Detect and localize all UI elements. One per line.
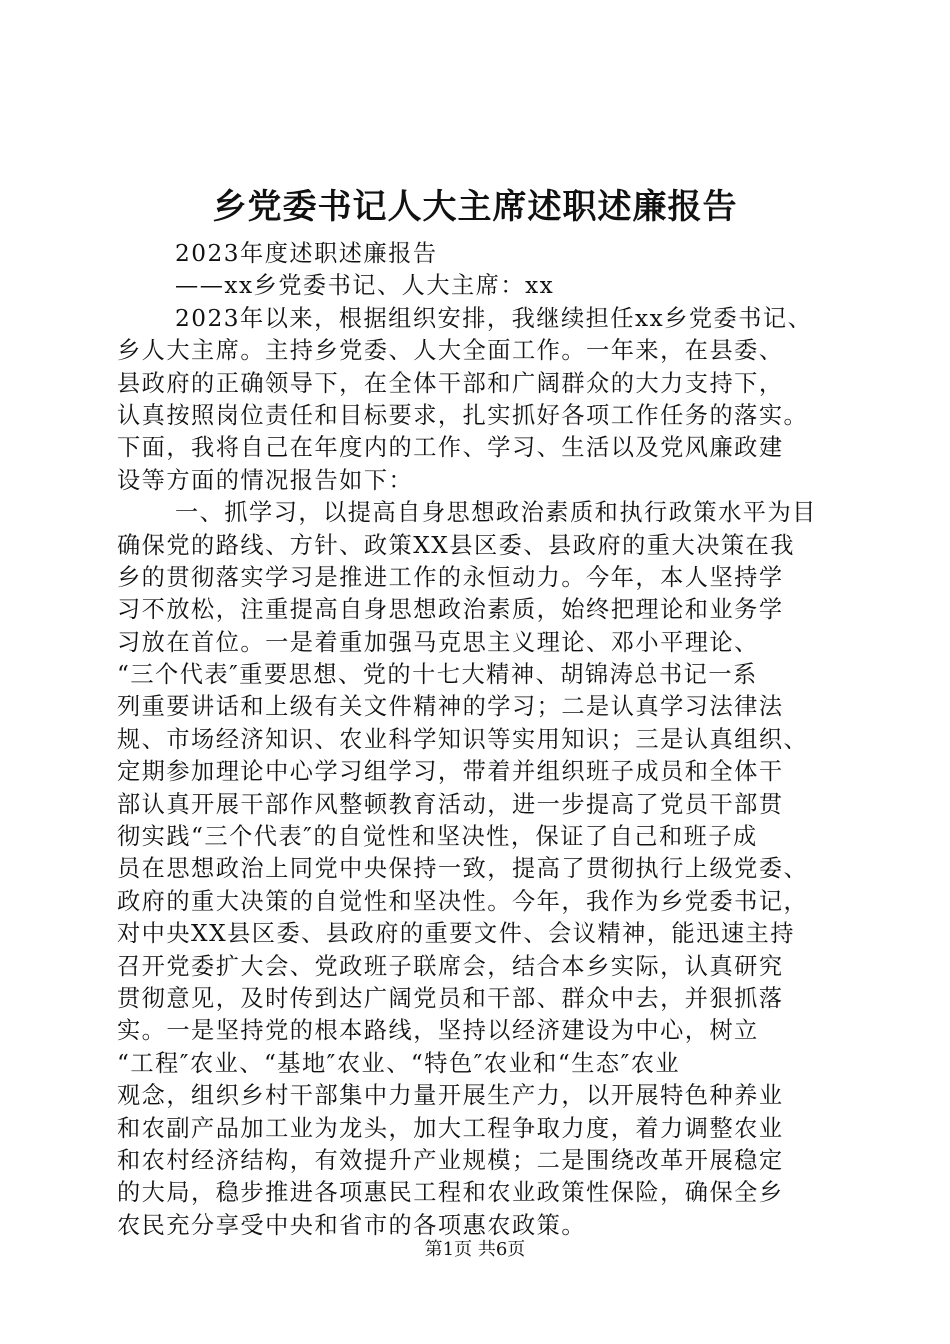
- page-footer: 第1页 共6页: [424, 1239, 526, 1260]
- body-line: 设等方面的情况报告如下：: [117, 466, 414, 494]
- body-line: 和农村经济结构，有效提升产业规模；二是围绕改革开展稳定: [117, 1146, 784, 1174]
- body-line: 列重要讲话和上级有关文件精神的学习；二是认真学习法律法: [117, 693, 784, 721]
- body-line: 乡的贯彻落实学习是推进工作的永恒动力。今年，本人坚持学: [117, 563, 784, 591]
- document-body: [117, 238, 839, 1242]
- body-line: 下面，我将自己在年度内的工作、学习、生活以及党风廉政建: [117, 434, 784, 462]
- body-line: 习放在首位。一是着重加强马克思主义理论、邓小平理论、: [117, 628, 759, 656]
- body-line: 规、市场经济知识、农业科学知识等实用知识；三是认真组织、: [117, 725, 809, 753]
- body-line: 和农副产品加工业为龙头，加大工程争取力度，着力调整农业: [117, 1114, 784, 1142]
- body-line: “三个代表″重要思想、党的十七大精神、胡锦涛总书记一系: [117, 661, 758, 689]
- body-line: 彻实践“三个代表″的自觉性和坚决性，保证了自己和班子成: [117, 823, 758, 851]
- body-line: 县政府的正确领导下，在全体干部和广阔群众的大力支持下，: [117, 369, 784, 397]
- body-line: 确保党的路线、方针、政策XX县区委、县政府的重大决策在我: [117, 531, 795, 559]
- body-line: 政府的重大决策的自觉性和坚决性。今年，我作为乡党委书记，: [117, 887, 809, 915]
- body-line: 召开党委扩大会、党政班子联席会，结合本乡实际，认真研究: [117, 952, 784, 980]
- body-line: 习不放松，注重提高自身思想政治素质，始终把理论和业务学: [117, 596, 784, 624]
- body-line: 实。一是坚持党的根本路线，坚持以经济建设为中心，树立: [117, 1017, 759, 1045]
- body-line: 的大局，稳步推进各项惠民工程和农业政策性保险，确保全乡: [117, 1179, 784, 1207]
- body-line: 认真按照岗位责任和目标要求，扎实抓好各项工作任务的落实。: [117, 401, 809, 429]
- body-line: 观念，组织乡村干部集中力量开展生产力，以开展特色种养业: [117, 1082, 784, 1110]
- body-line: 一、抓学习，以提高自身思想政治素质和执行政策水平为目: [175, 499, 817, 527]
- body-line: 定期参加理论中心学习组学习，带着并组织班子成员和全体干: [117, 758, 784, 786]
- body-line: 2023年度述职述廉报告: [175, 240, 438, 267]
- body-line: 部认真开展干部作风整顿教育活动，进一步提高了党员干部贯: [117, 790, 784, 818]
- body-line: ——xx乡党委书记、人大主席：xx: [175, 272, 555, 300]
- document-title: 乡党委书记人大主席述职述廉报告: [212, 187, 738, 227]
- body-line: 员在思想政治上同党中央保持一致，提高了贯彻执行上级党委、: [117, 855, 809, 883]
- body-line: 乡人大主席。主持乡党委、人大全面工作。一年来，在县委、: [117, 337, 784, 365]
- body-line: 贯彻意见，及时传到达广阔党员和干部、群众中去，并狠抓落: [117, 984, 784, 1012]
- body-line: “工程″农业、“基地″农业、“特色″农业和“生态″农业: [117, 1049, 681, 1077]
- body-line: 对中央XX县区委、县政府的重要文件、会议精神，能迅速主持: [117, 920, 795, 948]
- body-line: 2023年以来，根据组织安排，我继续担任xx乡党委书记、: [175, 304, 813, 332]
- body-line: 农民充分享受中央和省市的各项惠农政策。: [117, 1211, 587, 1239]
